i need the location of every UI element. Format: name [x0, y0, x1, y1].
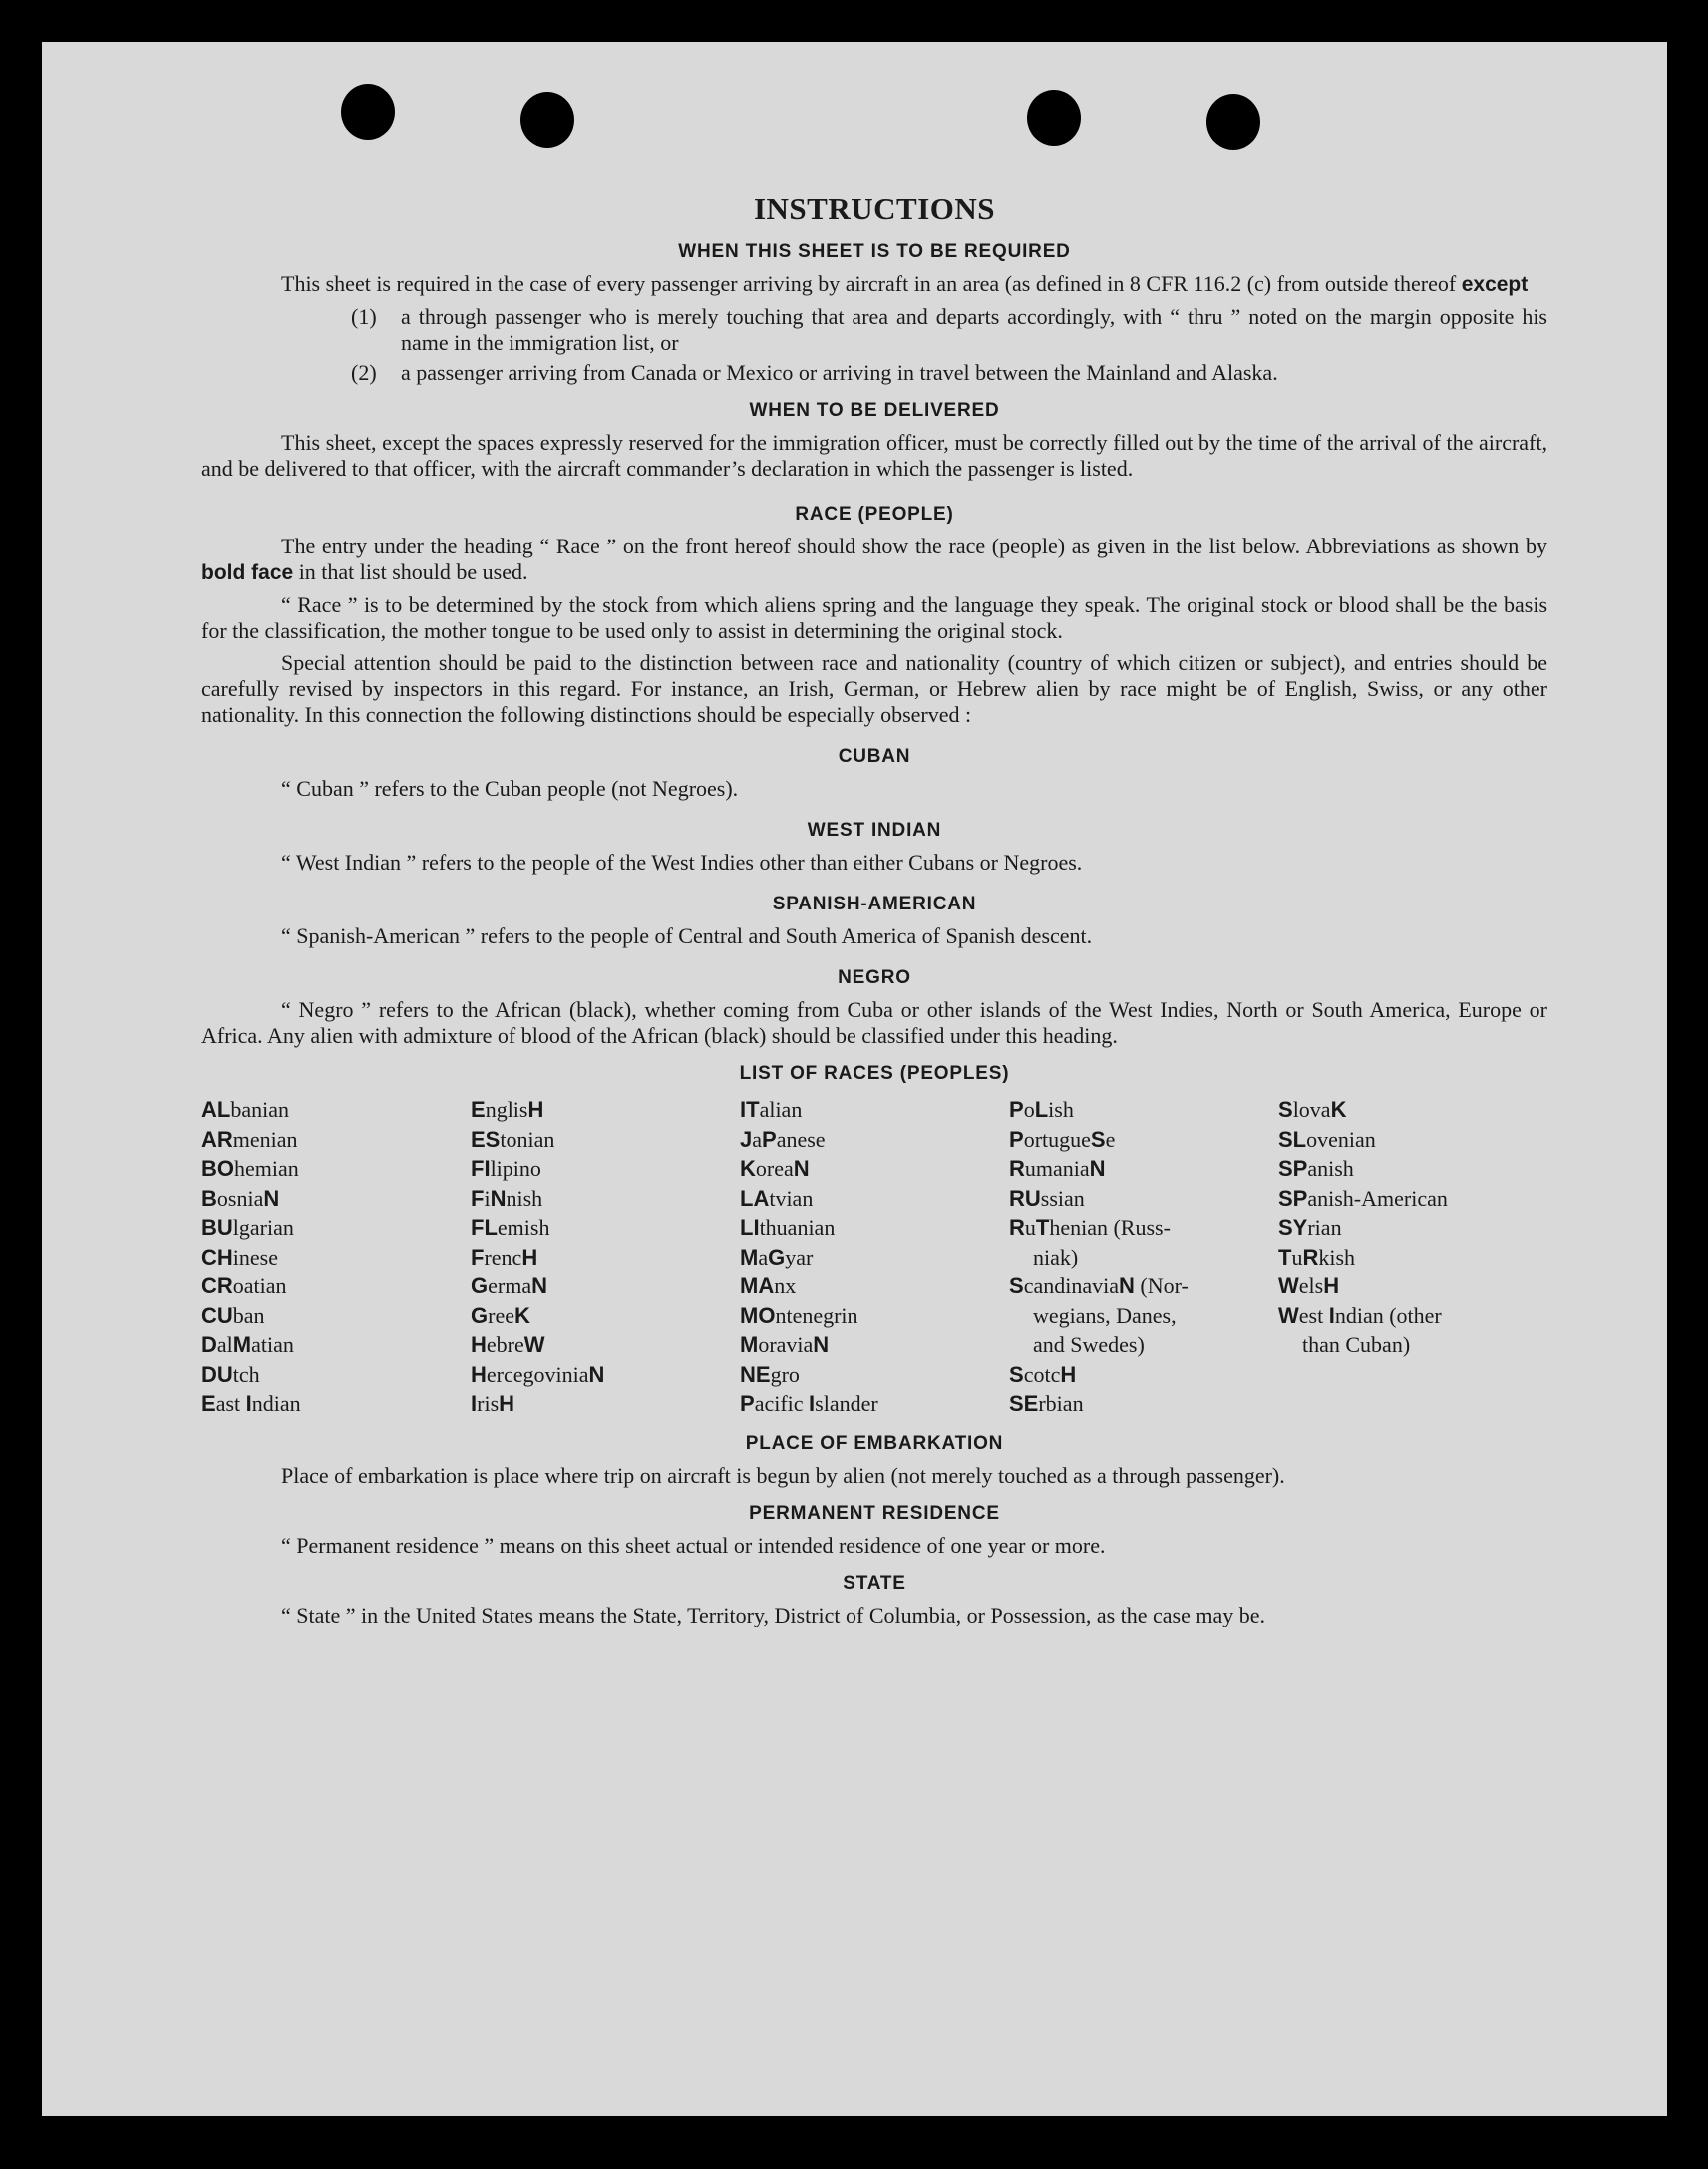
race-entry: [1278, 1154, 1547, 1184]
race-entry: [1278, 1095, 1547, 1125]
race-entry: [740, 1154, 1009, 1184]
race-text: than Cuban): [1302, 1332, 1411, 1357]
race-text: ndian: [251, 1391, 301, 1416]
race-text: K: [513, 1302, 530, 1328]
section-heading-state: STATE: [843, 1572, 906, 1594]
race-text: F: [471, 1244, 485, 1269]
race-text: niak): [1033, 1244, 1079, 1269]
race-entry: [201, 1125, 471, 1155]
race-entry: [1009, 1095, 1278, 1125]
race-text: tvian: [769, 1185, 814, 1211]
race-text: W: [523, 1332, 545, 1357]
race-text: ovenian: [1306, 1126, 1376, 1152]
race-text: H: [1060, 1361, 1077, 1387]
race-text: S: [1278, 1097, 1293, 1122]
race-text: lova: [1292, 1097, 1331, 1122]
race-text: alian: [759, 1097, 803, 1122]
race-entry: [471, 1301, 740, 1331]
section-heading-cuban: CUBAN: [838, 746, 911, 767]
race-text: rbian: [1038, 1391, 1084, 1416]
section-heading-delivered: WHEN TO BE DELIVERED: [749, 400, 1000, 421]
item-number: (1): [351, 304, 377, 329]
race-text: erma: [488, 1273, 532, 1298]
section-heading-west-indian: WEST INDIAN: [807, 820, 942, 841]
race-text: SY: [1278, 1215, 1308, 1240]
race-text: osnia: [216, 1185, 264, 1211]
race-text: T: [1035, 1215, 1050, 1240]
race-text: K: [1330, 1097, 1347, 1122]
race-text: lipino: [490, 1156, 541, 1181]
race-paragraph-1: The entry under the heading “ Race ” on the front hereof should show the race (people) as given in the list below. Abbreviations as shown by bold face in that list should be used.: [201, 534, 1547, 584]
race-text: thuanian: [759, 1215, 836, 1240]
race-entry: [740, 1243, 1009, 1272]
section-heading-required: WHEN THIS SHEET IS TO BE REQUIRED: [678, 241, 1071, 262]
race-entry: [471, 1330, 740, 1360]
race-entry: [1278, 1184, 1547, 1214]
race-text: M: [740, 1332, 759, 1357]
list-item: [201, 304, 1547, 356]
document-sheet: [42, 42, 1667, 2116]
race-text: MO: [740, 1302, 776, 1328]
race-text: ebre: [486, 1332, 524, 1357]
race-text: lgarian: [232, 1215, 294, 1240]
permanent-residence-paragraph: “ Permanent residence ” means on this sheet actual or intended residence of one year or more.: [281, 1532, 1106, 1558]
race-text: SL: [1278, 1126, 1307, 1152]
spanish-american-paragraph: “ Spanish-American ” refers to the people of Central and South America of Spanish descent.: [281, 923, 1093, 948]
race-text: R: [1009, 1215, 1025, 1240]
race-text: nx: [774, 1273, 797, 1298]
west-indian-paragraph: “ West Indian ” refers to the people of the West Indies other than either Cubans or Negroes.: [281, 850, 1083, 875]
race-entry: [471, 1360, 740, 1390]
race-entry: [1009, 1301, 1278, 1331]
punch-hole: [341, 84, 395, 140]
state-paragraph: “ State ” in the United States means the State, Territory, District of Columbia, or Possession, as the case may be.: [281, 1602, 1266, 1627]
race-text: E: [471, 1097, 486, 1122]
race-text: ree: [488, 1302, 514, 1328]
page-title: INSTRUCTIONS: [753, 191, 995, 226]
race-text: a: [752, 1126, 763, 1152]
race-text: N: [531, 1273, 547, 1298]
race-text: BU: [201, 1215, 233, 1240]
race-entry: [201, 1330, 471, 1360]
race-paragraph-3: Special attention should be paid to the distinction between race and nationality (country of which citizen or subject), and entries should be carefully revised by inspectors in this regard. For instance, an Irish, German, or Hebrew alien by race might be of English, Swiss, or any other nationality. In this connection the following distinctions should be especially observed :: [201, 650, 1547, 727]
race-text: ntenegrin: [775, 1302, 858, 1328]
section-heading-embarkation: PLACE OF EMBARKATION: [745, 1432, 1004, 1454]
race-text: hemian: [234, 1156, 299, 1181]
race-text: AR: [201, 1126, 233, 1152]
race-text: AL: [201, 1097, 231, 1122]
race-text: M: [232, 1332, 252, 1357]
race-text: nglis: [485, 1097, 528, 1122]
race-text: N: [793, 1156, 810, 1181]
race-text: F: [471, 1185, 485, 1211]
race-entry: [1009, 1330, 1278, 1360]
race-text: S: [1009, 1273, 1024, 1298]
race-text: e: [1105, 1126, 1116, 1152]
race-text: rian: [1307, 1215, 1342, 1240]
race-text: H: [521, 1244, 538, 1269]
race-text: ortugue: [1023, 1126, 1091, 1152]
race-text: al: [216, 1332, 233, 1357]
race-entry: [1009, 1271, 1278, 1301]
races-column: [740, 1095, 1009, 1419]
races-list: [201, 1095, 1547, 1419]
race-text: D: [201, 1332, 217, 1357]
race-text: ssian: [1040, 1185, 1085, 1211]
race-entry: [201, 1184, 471, 1214]
race-text: ast: [215, 1391, 246, 1416]
race-text: P: [1009, 1126, 1024, 1152]
race-text: est: [1298, 1302, 1329, 1328]
race-text: atian: [251, 1332, 294, 1357]
race-text: u: [1024, 1215, 1036, 1240]
race-text: inese: [232, 1244, 278, 1269]
race-text: els: [1298, 1273, 1324, 1298]
race-entry: [1278, 1301, 1547, 1331]
race-entry: [1278, 1125, 1547, 1155]
race-entry: [1009, 1184, 1278, 1214]
required-paragraph: This sheet is required in the case of every passenger arriving by aircraft in an area (as defined in 8 CFR 116.2 (c) from outside thereof except: [281, 271, 1529, 296]
race-text: I: [809, 1391, 816, 1416]
race-entry: [1009, 1213, 1278, 1243]
race-text: SE: [1009, 1391, 1039, 1416]
race-text: G: [768, 1244, 786, 1269]
race-text: o: [1023, 1097, 1035, 1122]
item-text: a through passenger who is merely touching that area and departs accordingly, with “ thru ” noted on the margin opposite his name in the immigration list, or: [401, 304, 1547, 355]
race-entry: [740, 1184, 1009, 1214]
race-entry: [471, 1271, 740, 1301]
race-entry: [740, 1125, 1009, 1155]
item-number: (2): [351, 360, 377, 385]
race-entry: [1009, 1360, 1278, 1390]
punch-hole: [1206, 94, 1260, 150]
race-text: nish: [506, 1185, 543, 1211]
race-entry: [1009, 1389, 1278, 1419]
race-text: S: [1009, 1361, 1024, 1387]
race-entry: [1009, 1243, 1278, 1272]
punch-hole: [1027, 90, 1081, 146]
race-text: LA: [740, 1185, 770, 1211]
race-text: anish: [1307, 1156, 1354, 1181]
race-text: ish: [1048, 1097, 1074, 1122]
race-text: I: [245, 1391, 252, 1416]
race-entry: [201, 1301, 471, 1331]
race-entry: [740, 1360, 1009, 1390]
race-text: MA: [740, 1273, 775, 1298]
race-text: B: [201, 1185, 217, 1211]
race-text: ES: [471, 1126, 501, 1152]
race-text: tch: [232, 1361, 260, 1387]
race-text: P: [740, 1391, 755, 1416]
race-entry: [201, 1389, 471, 1419]
except-bold: except: [1461, 273, 1529, 296]
race-text: H: [527, 1097, 544, 1122]
race-text: R: [1302, 1244, 1319, 1269]
race-text: BO: [201, 1156, 234, 1181]
race-text: E: [201, 1391, 216, 1416]
race-text: banian: [230, 1097, 289, 1122]
race-text: slander: [815, 1391, 878, 1416]
race-text: G: [471, 1273, 489, 1298]
punch-hole: [520, 92, 574, 148]
race-entry: [1278, 1330, 1547, 1360]
race-text: N: [813, 1332, 830, 1357]
race-entry: [201, 1213, 471, 1243]
race-text: N: [1118, 1273, 1135, 1298]
race-text: N: [490, 1185, 507, 1211]
race-text: T: [1278, 1244, 1292, 1269]
race-text: ris: [477, 1391, 500, 1416]
race-entry: [471, 1213, 740, 1243]
race-text: NE: [740, 1361, 771, 1387]
race-entry: [740, 1213, 1009, 1243]
race-entry: [471, 1125, 740, 1155]
race-text: cotc: [1023, 1361, 1061, 1387]
race-text: renc: [484, 1244, 522, 1269]
race-text: I: [1328, 1302, 1335, 1328]
race-text: R: [1009, 1156, 1025, 1181]
race-entry: [201, 1243, 471, 1272]
race-text: (Nor-: [1134, 1273, 1189, 1298]
cuban-paragraph: “ Cuban ” refers to the Cuban people (not Negroes).: [281, 776, 739, 801]
race-text: acific: [754, 1391, 810, 1416]
race-text: wegians, Danes,: [1033, 1302, 1177, 1328]
race-entry: [1009, 1125, 1278, 1155]
item-text: a passenger arriving from Canada or Mexico or arriving in travel between the Mainland and Alaska.: [401, 360, 1278, 385]
race-text: gro: [770, 1361, 800, 1387]
race-text: M: [740, 1244, 759, 1269]
race-paragraph-2: “ Race ” is to be determined by the stock from which aliens spring and the language they speak. The original stock or blood shall be the basis for the classification, the mother tongue to be used only to assist in determining the original stock.: [201, 592, 1547, 643]
race-text: orea: [755, 1156, 794, 1181]
race-text: CU: [201, 1302, 233, 1328]
race-entry: [471, 1184, 740, 1214]
instructions-content: [201, 152, 1547, 1634]
race-text: N: [588, 1361, 605, 1387]
race-text: H: [471, 1361, 487, 1387]
race-entry: [1278, 1213, 1547, 1243]
race-entry: [740, 1095, 1009, 1125]
race-entry: [201, 1271, 471, 1301]
race-text: FL: [471, 1215, 498, 1240]
race-text: N: [263, 1185, 280, 1211]
race-text: IT: [740, 1097, 760, 1122]
section-heading-list-of-races: LIST OF RACES (PEOPLES): [739, 1063, 1010, 1084]
race-text: oatian: [232, 1273, 287, 1298]
negro-paragraph: “ Negro ” refers to the African (black), whether coming from Cuba or other islands of the West Indies, North or South America, Europe or Africa. Any alien with admixture of blood of the African (black) should be classified under this heading.: [201, 997, 1547, 1048]
race-entry: [1009, 1154, 1278, 1184]
race-text: anish-American: [1307, 1185, 1448, 1211]
race-text: W: [1278, 1302, 1299, 1328]
race-text: menian: [232, 1126, 298, 1152]
race-text: FI: [471, 1156, 491, 1181]
race-text: P: [762, 1126, 777, 1152]
race-entry: [201, 1154, 471, 1184]
race-text: L: [1034, 1097, 1049, 1122]
race-text: CH: [201, 1244, 233, 1269]
race-entry: [740, 1330, 1009, 1360]
race-text: J: [740, 1126, 753, 1152]
race-text: u: [1291, 1244, 1303, 1269]
race-text: a: [758, 1244, 769, 1269]
race-entry: [740, 1389, 1009, 1419]
race-text: ndian (other: [1334, 1302, 1442, 1328]
race-text: H: [499, 1391, 515, 1416]
race-entry: [1278, 1271, 1547, 1301]
race-text: H: [471, 1332, 487, 1357]
list-item: [201, 360, 1547, 386]
race-entry: [471, 1389, 740, 1419]
race-text: anese: [776, 1126, 826, 1152]
race-text: K: [740, 1156, 756, 1181]
race-text: kish: [1318, 1244, 1356, 1269]
bold-face-text: bold face: [201, 561, 294, 584]
section-heading-spanish-american: SPANISH-AMERICAN: [772, 894, 977, 914]
delivered-paragraph: This sheet, except the spaces expressly reserved for the immigration officer, must be correctly filled out by the time of the arrival of the aircraft, and be delivered to that officer, with the aircraft commander’s declaration in which the passenger is listed.: [201, 430, 1547, 481]
race-text: I: [471, 1391, 478, 1416]
race-entry: [201, 1095, 471, 1125]
section-heading-race: RACE (PEOPLE): [795, 504, 954, 525]
race-entry: [1278, 1243, 1547, 1272]
race-text: candinavia: [1023, 1273, 1119, 1298]
race-text: ban: [232, 1302, 265, 1328]
section-heading-negro: NEGRO: [838, 967, 911, 988]
race-entry: [471, 1154, 740, 1184]
race-text: emish: [497, 1215, 550, 1240]
race-text: N: [1089, 1156, 1106, 1181]
race-text: SP: [1278, 1185, 1308, 1211]
race-text: S: [1090, 1126, 1106, 1152]
race-text: H: [1323, 1273, 1340, 1298]
race-text: DU: [201, 1361, 233, 1387]
race-entry: [201, 1360, 471, 1390]
race-text: i: [484, 1185, 491, 1211]
race-text: G: [471, 1302, 489, 1328]
race-entry: [740, 1301, 1009, 1331]
race-text: oravia: [758, 1332, 814, 1357]
race-text: P: [1009, 1097, 1024, 1122]
race-entry: [471, 1095, 740, 1125]
race-entry: [740, 1271, 1009, 1301]
race-entry: [471, 1243, 740, 1272]
races-column: [1009, 1095, 1278, 1419]
embarkation-paragraph: Place of embarkation is place where trip on aircraft is begun by alien (not merely touched as a through passenger).: [281, 1462, 1285, 1488]
races-column: [471, 1095, 740, 1419]
race-text: W: [1278, 1273, 1299, 1298]
races-column: [201, 1095, 471, 1419]
race-text: yar: [785, 1244, 814, 1269]
race-text: tonian: [500, 1126, 555, 1152]
race-text: and Swedes): [1033, 1332, 1145, 1357]
races-column: [1278, 1095, 1547, 1419]
race-text: RU: [1009, 1185, 1041, 1211]
race-text: ercegovinia: [486, 1361, 589, 1387]
race-text: CR: [201, 1273, 233, 1298]
race-text: LI: [740, 1215, 760, 1240]
race-text: SP: [1278, 1156, 1308, 1181]
section-heading-permanent-residence: PERMANENT RESIDENCE: [749, 1502, 1000, 1524]
race-text: henian (Russ-: [1049, 1215, 1171, 1240]
race-text: umania: [1024, 1156, 1090, 1181]
